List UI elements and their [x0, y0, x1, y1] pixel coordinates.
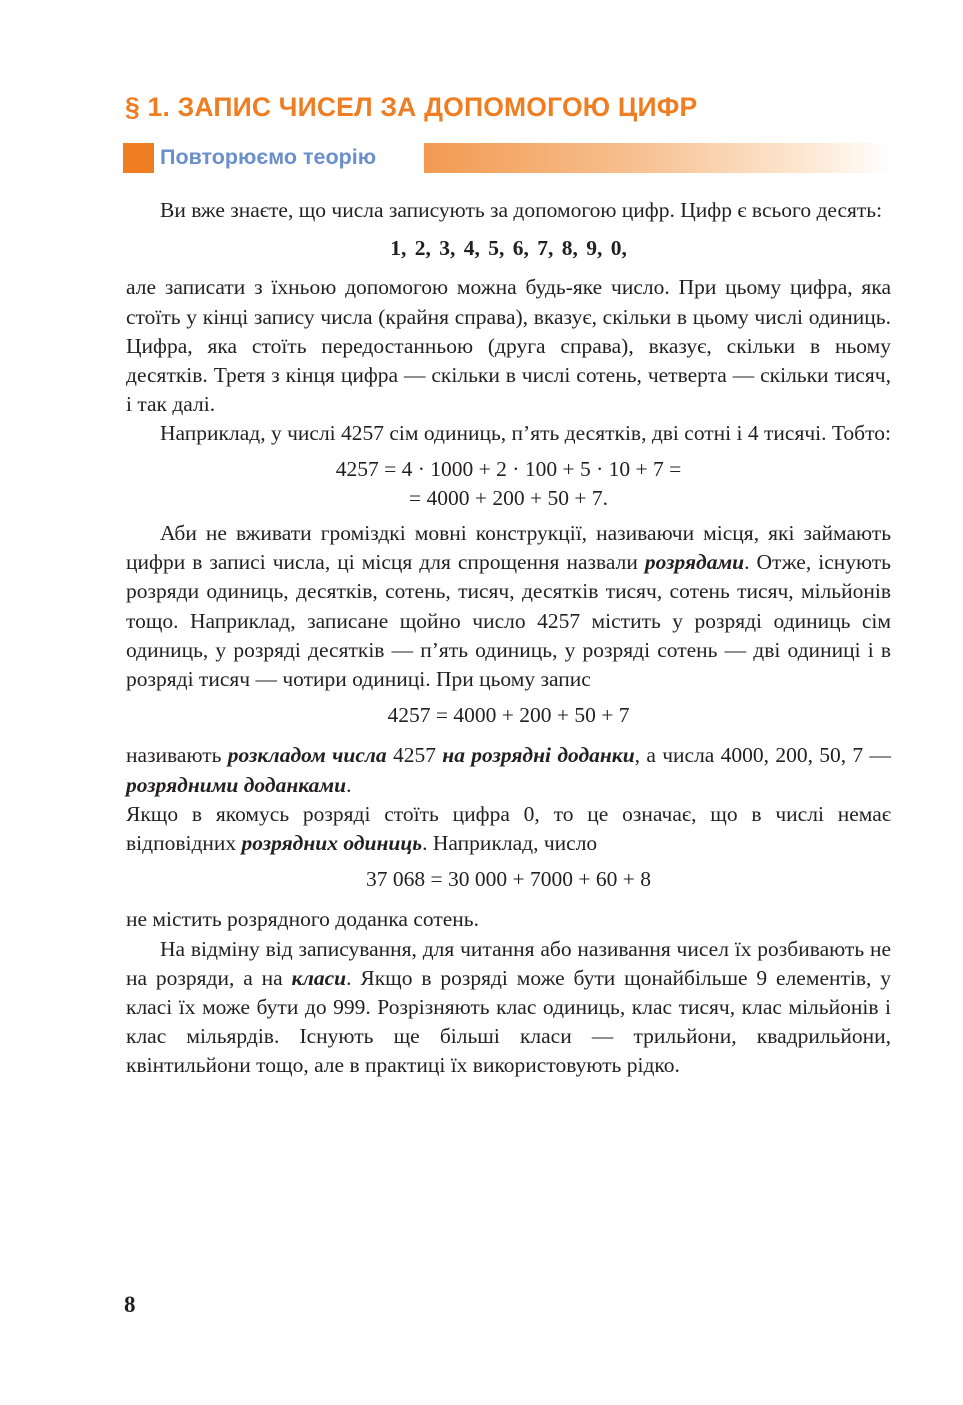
text-segment: Аби не вживати громіздкі мовні конструкції, називаючи місця, які займають цифри в записі числа, ці місця для спрощення назвали: [126, 521, 891, 575]
section-label: Повторюємо теорію: [160, 145, 377, 169]
text-segment: Якщо в якомусь розряді стоїть цифра 0, то це означає, що в числі немає відповідних: [126, 801, 891, 856]
term-rank-summands: на розрядні доданки: [442, 743, 635, 768]
text-segment: . Наприклад, число: [422, 831, 598, 856]
term-ranks: розрядами: [644, 550, 745, 575]
main-text: [126, 196, 891, 1081]
digits-list: 1, 2, 3, 4, 5, 6, 7, 8, 9, 0,: [390, 236, 627, 261]
text-segment: На відміну від записування, для читання або називання чисел їх розбивають не на розряди, а на: [126, 936, 891, 990]
term-rank-units: розрядних одиниць: [241, 831, 423, 856]
section-header: [123, 143, 893, 173]
formula-expansion: [126, 455, 891, 513]
text-segment: . Якщо в розряді може бути щонайбільше 9 елементів, у класі їх може бути до 999. Розрізняють клас одиниць, клас тисяч, клас мільйонів і клас мільярдів. Існують ще більші класи — трильйони, квадрильйони, квінтильйони тощо, але в практиці їх використовують рідко.: [126, 965, 892, 1078]
formula-zero-example: 37 068 = 30 000 + 7000 + 60 + 8: [365, 867, 651, 892]
term-decomposition: розкладом числа: [227, 743, 387, 768]
term-rank-addends: розрядними доданками: [126, 772, 347, 797]
text-segment: .: [346, 772, 352, 797]
section-gradient-bar: [424, 143, 893, 173]
paragraph-decomposition: [126, 741, 891, 799]
term-classes: класи: [291, 965, 347, 990]
paragraph-intro: Ви вже знаєте, що числа записують за допомогою цифр. Цифр є всього десять:: [160, 198, 883, 222]
text-segment: 4257: [386, 743, 443, 768]
paragraph-zero: [126, 800, 891, 858]
paragraph-classes: [126, 935, 891, 1081]
formula-line-1: 4257 = 4 · 1000 + 2 · 100 + 5 · 10 + 7 =: [335, 456, 682, 481]
paragraph-no-hundreds: не містить розрядного доданка сотень.: [126, 907, 479, 932]
paragraph-digit-places: але записати з їхньою допомогою можна будь-яке число. При цьому цифра, яка стоїть у кінці запису числа (крайня справа), вказує, скільки в цьому числі одиниць. Цифра, яка стоїть передостанньою (друга справа), вказує, скільки в ньому десятків. Третя з кінця цифра — скільки в числі сотень, четверта — скільки тисяч, і так далі.: [126, 275, 891, 417]
formula-line-2: = 4000 + 200 + 50 + 7.: [408, 485, 608, 510]
text-segment: . Отже, існують розряди одиниць, десятків, сотень, тисяч, десятків тисяч, сотень тисяч, мільйонів тощо. Наприклад, записане щойно число 4257 містить у розряді одиниць сім одиниць, у розряді десятків — п’ять одиниць, у розряді сотень — дві одиниці і в розряді тисяч — чотири одиниці. При цьому запис: [126, 550, 891, 692]
section-marker: [123, 143, 154, 173]
page-number: 8: [124, 1292, 136, 1317]
text-segment: називають: [126, 743, 228, 768]
text-segment: , а числа 4000, 200, 50, 7 —: [634, 743, 891, 768]
paragraph-example: Наприклад, у числі 4257 сім одиниць, п’ять десятків, дві сотні і 4 тисячі. Тобто:: [160, 421, 891, 446]
page-title: § 1. ЗАПИС ЧИСЕЛ ЗА ДОПОМОГОЮ ЦИФР: [125, 92, 698, 122]
formula-decomposition: 4257 = 4000 + 200 + 50 + 7: [387, 703, 630, 728]
paragraph-ranks: [126, 519, 891, 694]
